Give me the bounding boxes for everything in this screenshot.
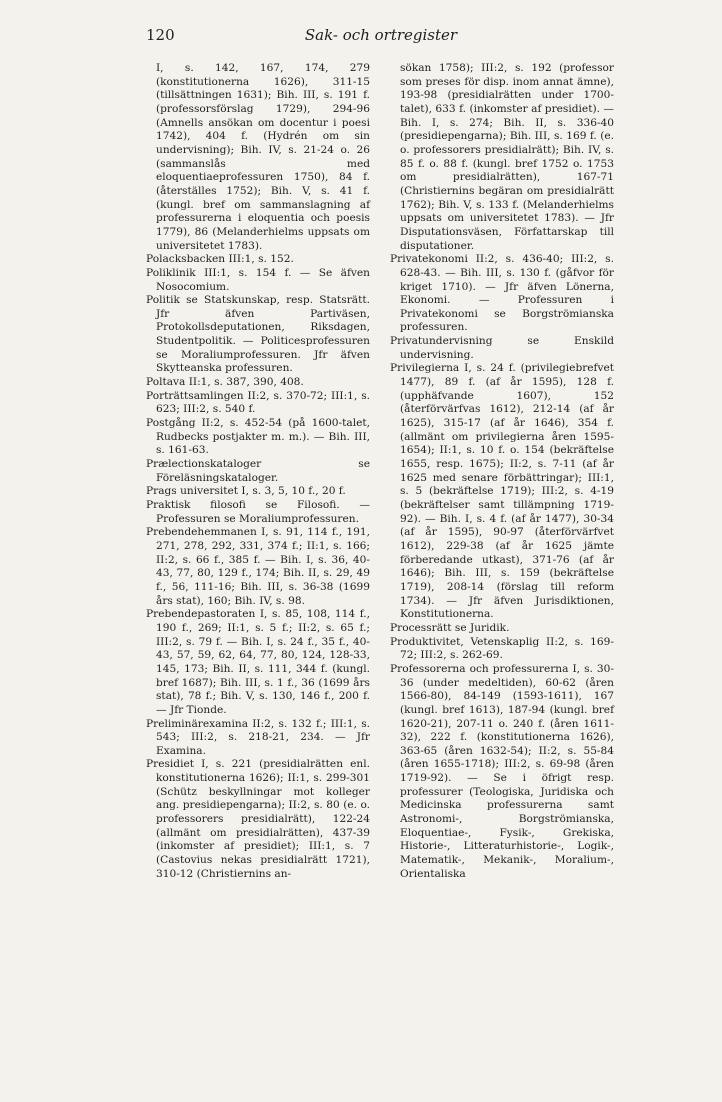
index-entry: Praktisk filosofi se Filosofi. — Professuren se Moraliumprofessuren. bbox=[146, 499, 370, 525]
right-column bbox=[390, 62, 614, 881]
page-header bbox=[146, 20, 616, 50]
running-title: Sak- och ortregister bbox=[304, 26, 458, 44]
index-entry: Privatundervisning se Enskild undervisning. bbox=[390, 335, 614, 361]
index-entry: I, s. 142, 167, 174, 279 (konstitutionerna 1626), 311-15 (tillsättningen 1631); Bih. III, s. 191 f. (professorsförslag 1729), 294-96 (Amnells ansökan om docentur i poesi 1742), 404 f. (Hydrén om sin undervisning); Bih. IV, s. 21-24 o. 26 (sammanslås med eloquentiaeprofessuren 1750), 84 f. (återställes 1752); Bih. V, s. 41 f. (kungl. bref om sammanslagning af professurerna i eloquentia och poesis 1779), 86 (Melanderhielms uppsats om universitetet 1783). bbox=[156, 62, 370, 252]
index-entry: Processrätt se Juridik. bbox=[390, 621, 510, 634]
index-entry: Presidiet I, s. 221 (presidialrätten enl. konstitutionerna 1626); II:1, s. 299-301 (Schütz beskyllningar mot kolleger ang. presidiepengarna); II:2, s. 80 (e. o. professorers presidialrätt), 122-24 (allmänt om presidialrätten), 437-39 (inkomster af presidiet); III:1, s. 7 (Castovius nekas presidialrätt 1721), 310-12 (Christiernins an- bbox=[146, 758, 370, 880]
index-entry: Preliminärexamina II:2, s. 132 f.; III:1, s. 543; III:2, s. 218-21, 234. — Jfr Examina. bbox=[146, 717, 370, 757]
index-entry: Privatekonomi II:2, s. 436-40; III:2, s. 628-43. — Bih. III, s. 130 f. (gåfvor för kriget 1710). — Jfr äfven Lönerna, Ekonomi. — Professuren i Privatekonomi se Borgströmianska professuren. bbox=[390, 253, 614, 334]
index-entry: Postgång II:2, s. 452-54 (på 1600-talet, Rudbecks postjakter m. m.). — Bih. III, s. 161-63. bbox=[146, 417, 370, 457]
index-entry: Prags universitet I, s. 3, 5, 10 f., 20 f. bbox=[146, 485, 346, 498]
index-entry: Porträttsamlingen II:2, s. 370-72; III:1, s. 623; III:2, s. 540 f. bbox=[146, 389, 370, 416]
index-entry: Polacksbacken III:1, s. 152. bbox=[146, 253, 294, 266]
index-entry: Produktivitet, Vetenskaplig II:2, s. 169-72; III:2, s. 262-69. bbox=[390, 635, 614, 662]
index-entry: Poltava II:1, s. 387, 390, 408. bbox=[146, 376, 304, 389]
left-column bbox=[146, 62, 370, 881]
index-entry: Poliklinik III:1, s. 154 f. — Se äfven Nosocomium. bbox=[146, 266, 370, 293]
index-entry: Professorerna och professurerna I, s. 30-36 (under medeltiden), 60-62 (åren 1566-80), 84-149 (1593-1611), 167 (kungl. bref 1613), 187-94 (kungl. bref 1620-21), 207-11 o. 240 f. (åren 1611-32), 222 f. (konstitutionerna 1626), 363-65 (åren 1632-54); II:2, s. 55-84 (åren 1655-1718); III:2, s. 69-98 (åren 1719-92). — Se i öfrigt resp. professurer (Teologiska, Juridiska och Medicinska professurerna samt Astronomi-, Borgströmianska, Eloquentiae-, Fysik-, Grekiska, Historie-, Litteraturhistorie-, Logik-, Matematik-, Mekanik-, Moralium-, Orientaliska bbox=[390, 662, 614, 880]
index-entry: Prælectionskataloger se Föreläsningskataloger. bbox=[146, 458, 370, 484]
index-entry: Privilegierna I, s. 24 f. (privilegiebrefvet 1477), 89 f. (af år 1595), 128 f. (upphäfvande 1607), 152 (återförvärfvas 1612), 212-14 (af år 1625), 315-17 (af år 1646), 354 f. (allmänt om privilegierna åren 1595-1654); II:1, s. 10 f. o. 154 (bekräftelse 1655, resp. 1675); II:2, s. 7-11 (af år 1625 med senare förbättringar); III:1, s. 5 (bekräftelse 1719); III:2, s. 4-19 (bekräftelser samt tillämpning 1719-92). — Bih. I, s. 4 f. (af år 1477), 30-34 (af år 1595), 90-97 (återförvärfvet 1612), 229-38 (af år 1625 jämte förberedande utkast), 371-76 (af år 1646); Bih. III, s. 159 (bekräftelse 1719), 208-14 (förslag till reform 1734). — Jfr äfven Jurisdiktionen, Konstitutionerna. bbox=[390, 362, 614, 621]
index-entry: Politik se Statskunskap, resp. Statsrätt. Jfr äfven Partiväsen, Protokollsdeputationen, Riksdagen, Studentpolitik. — Politicesprofessuren se Moraliumprofessuren. Jfr äfven Skytteanska professuren. bbox=[146, 294, 370, 375]
index-entry: sökan 1758); III:2, s. 192 (professor som preses för disp. inom annat ämne), 193-98 (presidialrätten under 1700-talet), 633 f. (inkomster af presidiet). — Bih. I, s. 274; Bih. II, s. 336-40 (presidiepengarna); Bih. III, s. 169 f. (e. o. professorers presidialrätt); Bih. IV, s. 85 f. o. 88 f. (kungl. bref 1752 o. 1753 om presidialrätten), 167-71 (Christiernins begäran om presidialrätt 1762); Bih. V, s. 133 f. (Melanderhielms uppsats om universitetet 1783). — Jfr Disputationsväsen, Författarskap till disputationer. bbox=[400, 62, 614, 252]
index-entry: Prebendepastoraten I, s. 85, 108, 114 f., 190 f., 269; II:1, s. 5 f.; II:2, s. 65 f.; III:2, s. 79 f. — Bih. I, s. 24 f., 35 f., 40-43, 57, 59, 62, 64, 77, 80, 124, 128-33, 145, 173; Bih. II, s. 111, 344 f. (kungl. bref 1687); Bih. III, s. 1 f., 36 (1699 års stat), 78 f.; Bih. V, s. 130, 146 f., 200 f. — Jfr Tionde. bbox=[146, 608, 370, 716]
page-number: 120 bbox=[146, 26, 175, 44]
index-entry: Prebendehemmanen I, s. 91, 114 f., 191, 271, 278, 292, 331, 374 f.; II:1, s. 166; II:2, s. 66 f., 385 f. — Bih. I, s. 36, 40-43, 77, 80, 129 f., 174; Bih. II, s. 29, 49 f., 56, 111-16; Bih. III, s. 36-38 (1699 års stat), 160; Bih. IV, s. 98. bbox=[146, 526, 370, 607]
